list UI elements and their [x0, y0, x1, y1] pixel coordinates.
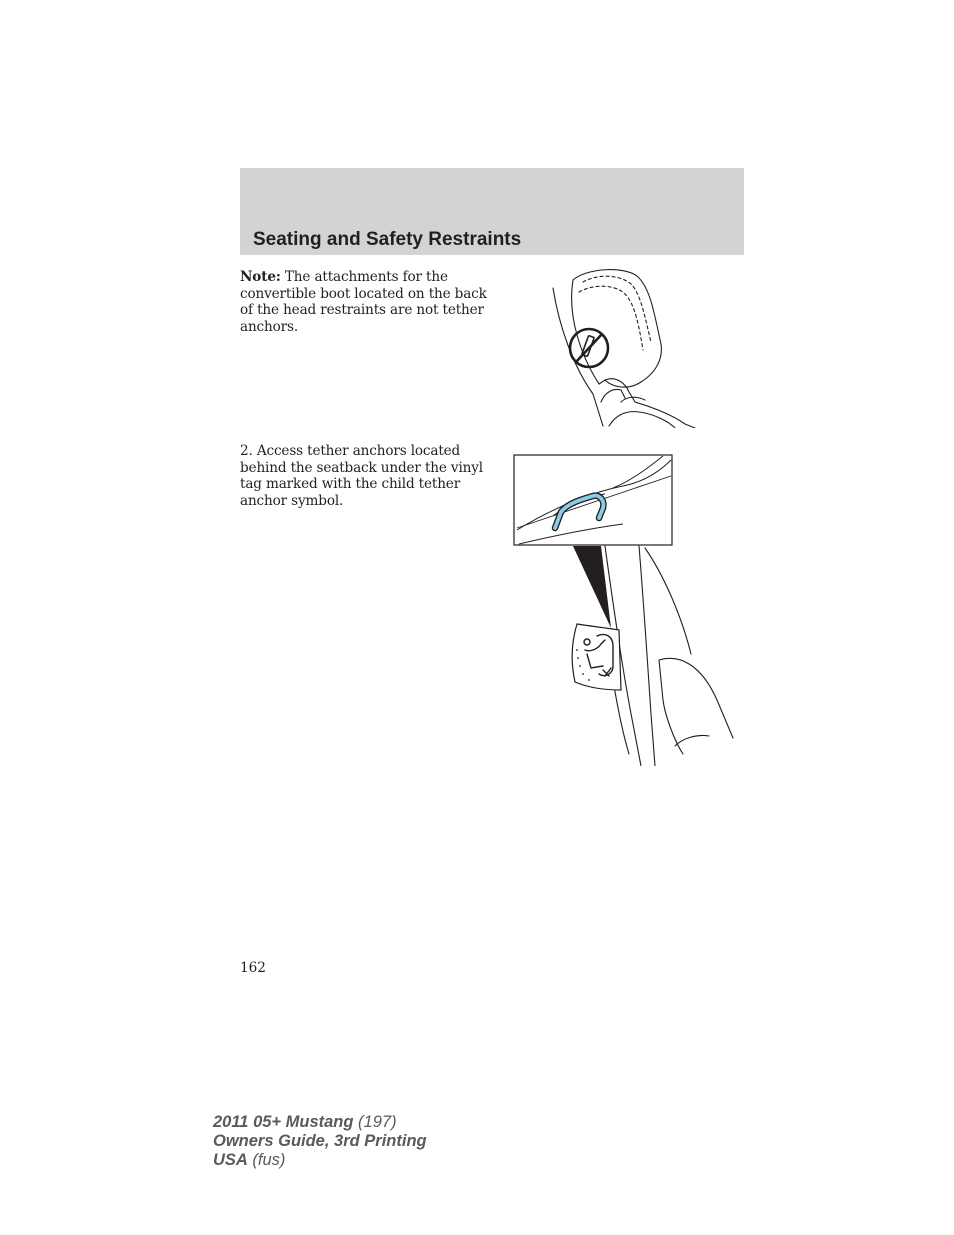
vinyl-tag: [572, 624, 621, 690]
step-2-paragraph: 2. Access tether anchors located behind the seatback under the vinyl tag marked with the child tether anchor symbol.: [240, 443, 483, 509]
note-label: Note:: [240, 269, 281, 285]
footer-line-model: [213, 1113, 427, 1132]
document-footer: [213, 1113, 427, 1170]
section-header-band: [240, 168, 744, 255]
zoom-pointer: [573, 546, 611, 628]
footer-line-market: [213, 1151, 427, 1170]
footer-model: 2011 05+ Mustang: [213, 1113, 354, 1131]
page-number: 162: [240, 960, 266, 976]
note-paragraph: [240, 269, 498, 335]
footer-market: USA: [213, 1151, 248, 1169]
footer-guide: Owners Guide, 3rd Printing: [213, 1132, 427, 1150]
tether-anchor-closeup: [514, 455, 672, 545]
footer-line-guide: [213, 1132, 427, 1151]
head-restraint-illustration: [545, 266, 697, 428]
section-title: Seating and Safety Restraints: [253, 229, 522, 250]
note-text: The attachments for the convertible boot located on the back of the head restraints are not tether anchors.: [240, 269, 487, 335]
tether-anchor-illustration: [513, 454, 737, 766]
footer-model-code: (197): [353, 1113, 397, 1131]
prohibited-icon: [570, 329, 608, 367]
footer-market-code: (fus): [247, 1151, 286, 1169]
